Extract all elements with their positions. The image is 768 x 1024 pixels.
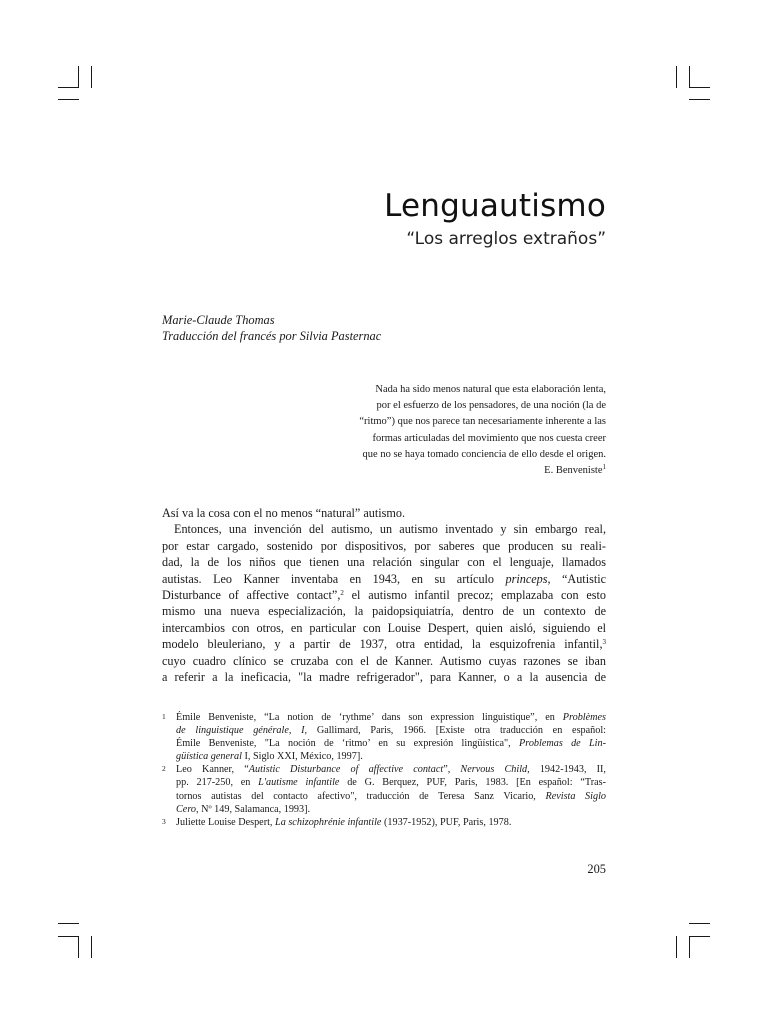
body-text-run: Disturbance of affective contact”,: [162, 587, 341, 602]
footnote: [162, 816, 606, 829]
footnote-ref: 2: [340, 588, 344, 597]
footnote-line: [176, 816, 606, 829]
crop-mark: [689, 936, 710, 937]
body-text-run: modelo bleuleriano, y a partir de 1937, otra entidad, la esquizofrenia infantil,: [162, 637, 603, 652]
epigraph-line: por el esfuerzo de los pensadores, de una noción (la de: [376, 400, 606, 412]
body-line: dad, la de los niños que tienen una relación singular con el lenguaje, llamados: [162, 555, 606, 570]
body-text-run: autistas. Leo Kanner inventaba en 1943, en su artículo: [162, 571, 506, 586]
footnote-text-run: Gallimard, Paris, 1966. [Existe otra traducción en español:: [307, 725, 606, 737]
footnote-text-run: tornos autistas del contacto afectivo", traducción de Teresa Sanz Vicario,: [176, 790, 546, 802]
article-subtitle: “Los arreglos extraños”: [406, 229, 606, 249]
crop-mark: [58, 99, 79, 100]
footnote-text-run: (1937-1952), PUF, Paris, 1978.: [381, 816, 512, 828]
footnote-line: [176, 724, 606, 737]
footnote: [162, 711, 606, 763]
footnote-line: [176, 737, 606, 750]
footnote-italic-run: Autistic Disturbance of affective contact: [248, 764, 444, 776]
footnote-line: [176, 750, 606, 763]
body-line: a referir a la ineficacia, "la madre refrigerador", para Kanner, o a la ausencia de: [162, 669, 606, 684]
crop-mark: [58, 923, 79, 924]
footnote-number: 2: [162, 764, 166, 774]
footnotes: [162, 711, 606, 829]
article-title: Lenguautismo: [384, 188, 606, 224]
crop-mark: [58, 87, 79, 88]
footnote-text-run: Émile Benveniste, "La noción de ‘ritmo’ en su expresión lingüística",: [176, 738, 520, 750]
crop-mark: [91, 66, 92, 88]
crop-mark: [78, 936, 79, 958]
body-text-run: , “Autistic: [547, 571, 606, 586]
body-line: mismo una nueva especialización, la paidopsiquiatría, dentro de un contexto de: [162, 604, 606, 619]
page-number: 205: [587, 862, 606, 876]
footnote-italic-run: de linguistique générale, I,: [176, 725, 308, 737]
footnote: [162, 763, 606, 815]
footnote-number: 3: [162, 816, 166, 826]
footnote-text-run: Émile Benveniste, “La notion de ‘rythme’ dans son expression linguistique”, en: [176, 712, 563, 723]
crop-mark: [689, 99, 710, 100]
body-text-run: el autismo infantil precoz; emplazaba con esto: [343, 587, 606, 602]
crop-mark: [689, 923, 710, 924]
footnote-line: [176, 711, 606, 724]
footnote-ref: 3: [602, 638, 606, 647]
body-line: por estar cargado, sostenido por dispositivos, por saberes que producen su reali-: [162, 538, 606, 553]
footnote-text-run: ”,: [443, 764, 461, 776]
footnote-text-run: I, Siglo XXI, México, 1997].: [241, 751, 363, 763]
body-text: [162, 505, 606, 685]
footnote-italic-run: Problemas de Lin-: [519, 738, 606, 750]
footnote-text-run: Juliette Louise Despert,: [176, 816, 276, 828]
body-line: Entonces, una invención del autismo, un autismo inventado y sin embargo real,: [174, 522, 606, 537]
body-line: cuyo cuadro clínico se cruzaba con el de Kanner. Autismo cuyas razones se iban: [162, 653, 606, 668]
crop-mark: [78, 66, 79, 88]
crop-mark: [689, 936, 690, 958]
footnote-text-run: pp. 217-250, en: [176, 777, 259, 789]
footnote-italic-run: La schizophrénie infantile: [275, 816, 382, 828]
translator-credit: Traducción del francés por Silvia Pasternac: [162, 329, 382, 343]
crop-mark: [58, 936, 79, 937]
footnote-italic-run: Problèmes: [562, 712, 606, 723]
footnote-line: [176, 776, 606, 789]
footnote-text-run: , Nº 149, Salamanca, 1993].: [196, 803, 311, 815]
crop-mark: [689, 87, 710, 88]
footnote-italic-run: Nervous Child: [460, 764, 528, 776]
epigraph-attribution: [276, 463, 606, 479]
body-line: Así va la cosa con el no menos “natural” autismo.: [162, 506, 406, 520]
footnote-ref: 1: [602, 463, 606, 472]
body-italic-run: princeps: [505, 571, 548, 586]
footnote-text-run: Leo Kanner, “: [176, 764, 249, 776]
crop-mark: [91, 936, 92, 958]
epigraph-line: “ritmo”) que nos parece tan necesariamente inherente a las: [359, 416, 606, 428]
epigraph-line: formas articuladas del movimiento que nos cuesta creer: [372, 432, 606, 444]
footnote-number: 1: [162, 712, 166, 721]
body-line: [162, 636, 606, 652]
epigraph-line: que no se haya tomado conciencia de ello desde el origen.: [362, 448, 606, 460]
crop-mark: [689, 66, 690, 88]
byline: [162, 312, 381, 344]
epigraph-line: Nada ha sido menos natural que esta elaboración lenta,: [375, 384, 606, 395]
epigraph: [276, 382, 606, 479]
body-line: [162, 587, 606, 603]
footnote-line: [176, 763, 606, 776]
author-name: Marie-Claude Thomas: [162, 313, 275, 327]
crop-mark: [676, 66, 677, 88]
footnote-italic-run: Revista Siglo: [545, 790, 606, 802]
crop-mark: [676, 936, 677, 958]
body-line: [162, 571, 606, 587]
footnote-italic-run: L'autisme infantile: [258, 777, 340, 789]
footnote-line: [176, 790, 606, 803]
footnote-text-run: de G. Berquez, PUF, Paris, 1983. [En español: “Tras-: [339, 777, 606, 789]
footnote-italic-run: güística general: [176, 751, 242, 763]
body-line: intercambios con otros, en particular con Louise Despert, quien aisló, siguiendo el: [162, 620, 606, 635]
epigraph-author: E. Benveniste: [544, 465, 603, 477]
footnote-italic-run: Cero: [176, 803, 196, 815]
footnote-text-run: , 1942-1943, II,: [527, 764, 606, 776]
footnote-line: [176, 803, 606, 816]
